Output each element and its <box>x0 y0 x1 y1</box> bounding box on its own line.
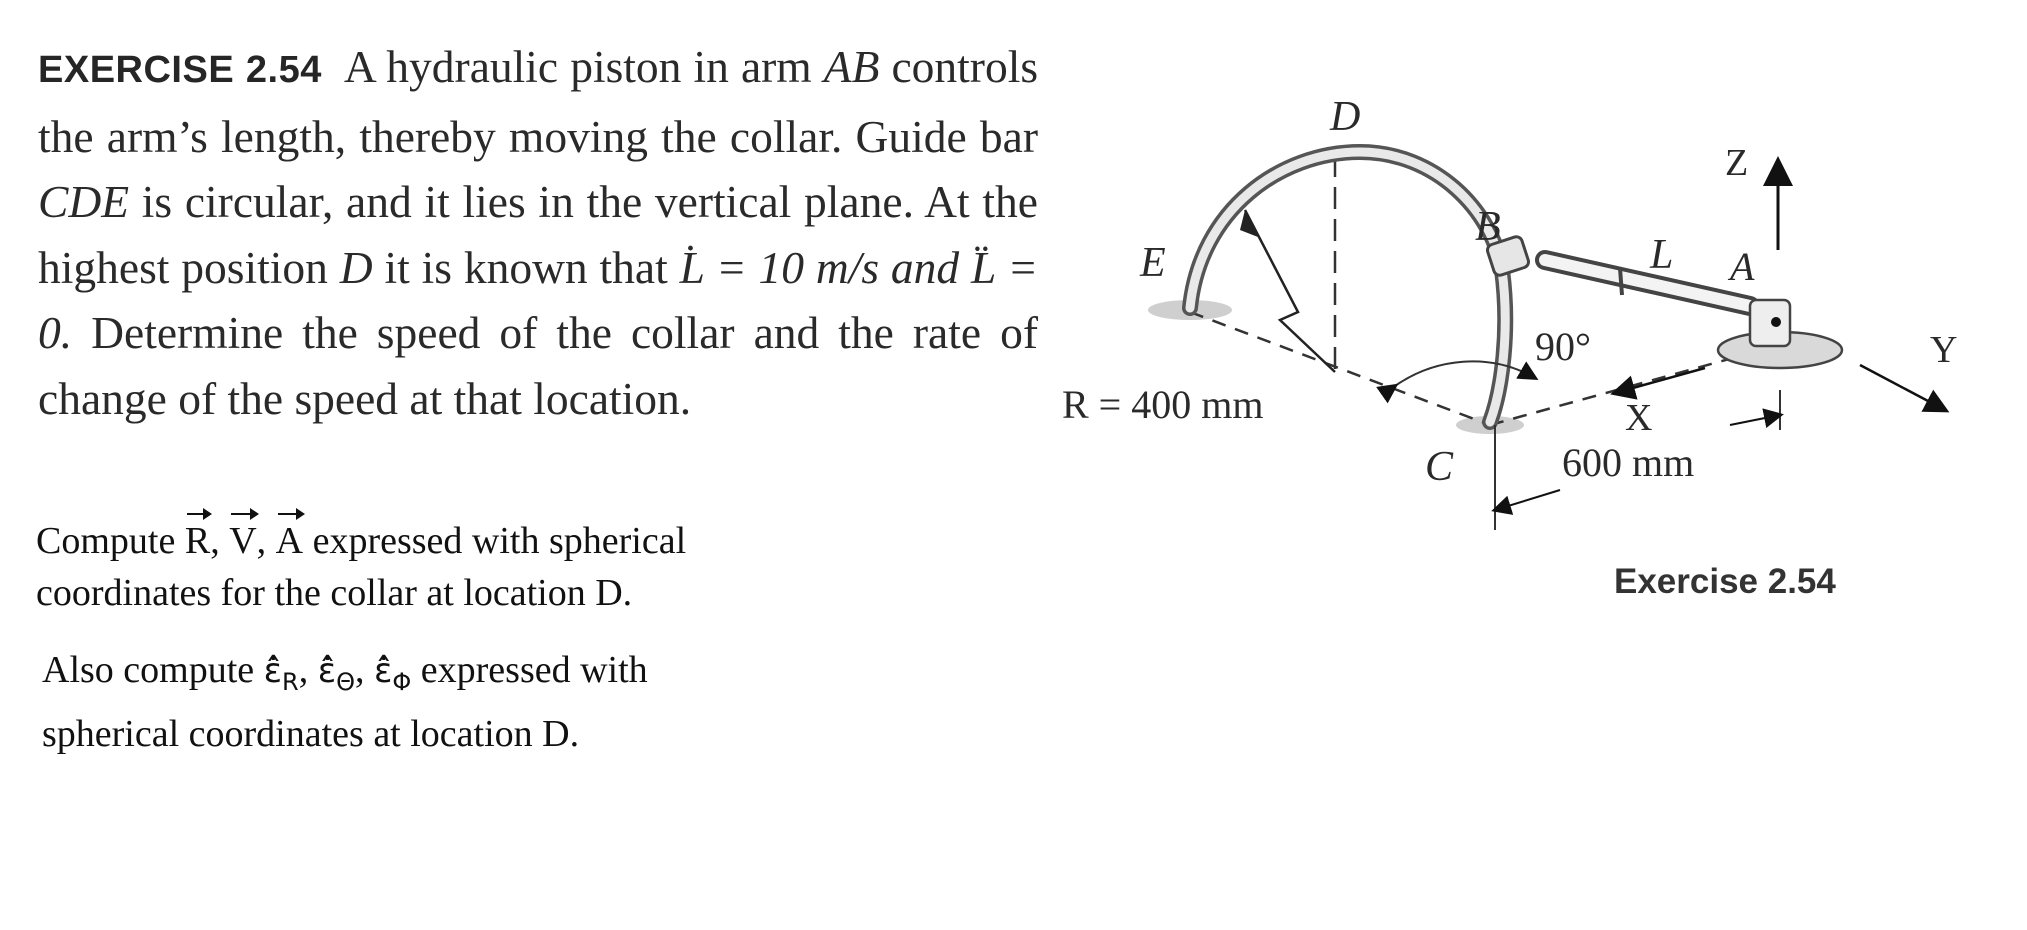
bar-name: CDE <box>38 176 129 227</box>
vector-v: V <box>229 515 256 567</box>
radius-line <box>1245 210 1335 372</box>
statement-line2: controls the arm’s length, thereby moving the collar. Guide bar <box>38 41 1039 162</box>
task2-prefix: Also compute <box>42 649 255 691</box>
position-name: D <box>339 241 373 293</box>
statement-line5: Determine the speed of the collar and the rate of change of the speed at that location. <box>38 307 1038 424</box>
piston-joint <box>1620 268 1622 295</box>
label-d: D <box>1330 94 1361 140</box>
task-compute-vectors: Compute R, V, A expressed with spherical coordinates for the collar at location D. <box>36 515 936 619</box>
dimension-arrow-right-icon <box>1730 415 1780 425</box>
unit-derivative-r: $\varepsilon̂̇_R$ <box>263 651 299 696</box>
y-axis-arrow-icon <box>1860 365 1945 410</box>
angle-arc <box>1395 361 1535 386</box>
label-b: B <box>1475 204 1501 250</box>
label-x: X <box>1625 397 1653 439</box>
label-e: E <box>1140 240 1166 286</box>
dimension-arrow-left-icon <box>1495 490 1560 510</box>
exercise-label: EXERCISE 2.54 <box>38 49 322 91</box>
arm-name: AB <box>823 41 880 92</box>
vector-r: R <box>185 515 210 567</box>
statement-line4: it is known that <box>384 241 668 293</box>
label-y: Y <box>1930 329 1958 371</box>
label-z: Z <box>1725 142 1749 184</box>
radius-arrow-icon <box>1240 210 1258 237</box>
problem-statement <box>38 34 1038 431</box>
label-distance: 600 mm <box>1562 440 1695 485</box>
task1-line2: coordinates for the collar at location D. <box>36 572 633 614</box>
x-axis-arrow-icon <box>1615 368 1705 393</box>
task1-suffix: expressed with spherical <box>312 520 687 562</box>
unit-derivative-theta: $\varepsilon̂̇_\Theta$ <box>317 651 355 696</box>
statement-line1: A hydraulic piston in arm <box>343 41 812 92</box>
ldot-equation: L̇ = 10 m/s and <box>679 241 960 293</box>
statement-line3: is circular, and it lies in the vertical plane. At the highest position <box>38 176 1039 293</box>
label-c: C <box>1425 444 1454 490</box>
task-compute-unit-derivatives: Also compute $\varepsilon̂̇_R$, $\varepsilon̂̇_\Theta$, $\varepsilon̂̇_\Phi$ expressed with spherical coordinates at location D. <box>42 644 942 760</box>
task1-prefix: Compute <box>36 520 176 562</box>
label-radius: R = 400 mm <box>1062 382 1264 427</box>
label-a: A <box>1730 244 1755 289</box>
pivot-pin <box>1771 317 1781 327</box>
lddot-equation: L̈ = 0. <box>38 241 1039 358</box>
vector-a: A <box>276 515 303 567</box>
label-l: L <box>1650 232 1674 278</box>
pivot-clevis <box>1750 300 1790 346</box>
label-angle: 90° <box>1535 324 1591 369</box>
task2-line2: spherical coordinates at location D. <box>42 712 580 755</box>
mechanism-figure <box>1062 90 1990 540</box>
arm-ab-inner <box>1545 260 1750 306</box>
task2-suffix: expressed with <box>420 649 648 691</box>
figure-caption: Exercise 2.54 <box>1614 562 1836 601</box>
unit-derivative-phi: $\varepsilon̂̇_\Phi$ <box>374 651 412 696</box>
